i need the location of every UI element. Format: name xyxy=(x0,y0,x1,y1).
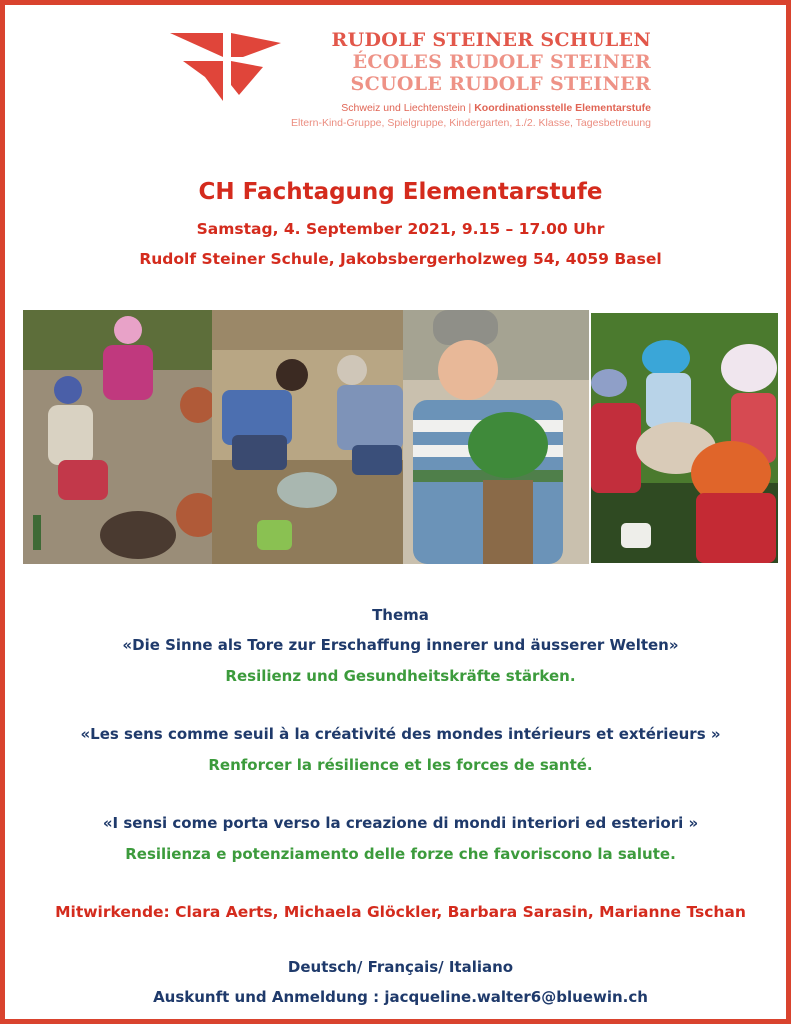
contributors: Mitwirkende: Clara Aerts, Michaela Glöckler, Barbara Sarasin, Marianne Tschan xyxy=(55,903,746,921)
theme-heading: Thema xyxy=(372,606,429,624)
theme-quote-fr: «Les sens comme seuil à la créativité des mondes intérieurs et extérieurs » xyxy=(80,725,721,743)
theme-subtitle-fr: Renforcer la résilience et les forces de santé. xyxy=(208,756,593,774)
event-venue: Rudolf Steiner Schule, Jakobsbergerholzweg 54, 4059 Basel xyxy=(139,250,662,268)
photo-children-sandpit xyxy=(212,310,403,564)
region: Schweiz und Liechtenstein xyxy=(341,102,466,114)
event-title: CH Fachtagung Elementarstufe xyxy=(198,179,603,205)
separator: | xyxy=(465,102,475,114)
org-name-it: SCUOLE RUDOLF STEINER xyxy=(350,73,651,95)
org-name-de: RUDOLF STEINER SCHULEN xyxy=(331,29,651,51)
languages: Deutsch/ Français/ Italiano xyxy=(287,958,514,976)
office: Koordinationsstelle Elementarstufe xyxy=(474,102,651,114)
event-date: Samstag, 4. September 2021, 9.15 – 17.00 Uhr xyxy=(196,220,605,238)
region-line xyxy=(205,102,651,114)
groups-line: Eltern-Kind-Gruppe, Spielgruppe, Kindergarten, 1./2. Klasse, Tagesbetreuung xyxy=(291,117,651,129)
photo-child-bowl xyxy=(403,310,589,564)
photo-children-garden xyxy=(23,310,212,564)
theme-subtitle-de: Resilienz und Gesundheitskräfte stärken. xyxy=(225,667,576,685)
theme-quote-it: «I sensi come porta verso la creazione di mondi interiori ed esteriori » xyxy=(102,814,699,832)
photo-children-hats xyxy=(591,313,778,563)
org-name-fr: ÉCOLES RUDOLF STEINER xyxy=(352,51,651,73)
theme-quote-de: «Die Sinne als Tore zur Erschaffung innerer und äusserer Welten» xyxy=(122,636,679,654)
organisation-name xyxy=(205,29,651,95)
theme-subtitle-it: Resilienza e potenziamento delle forze che favoriscono la salute. xyxy=(125,845,676,863)
contact-info: Auskunft und Anmeldung : jacqueline.walter6@bluewin.ch xyxy=(153,988,648,1006)
